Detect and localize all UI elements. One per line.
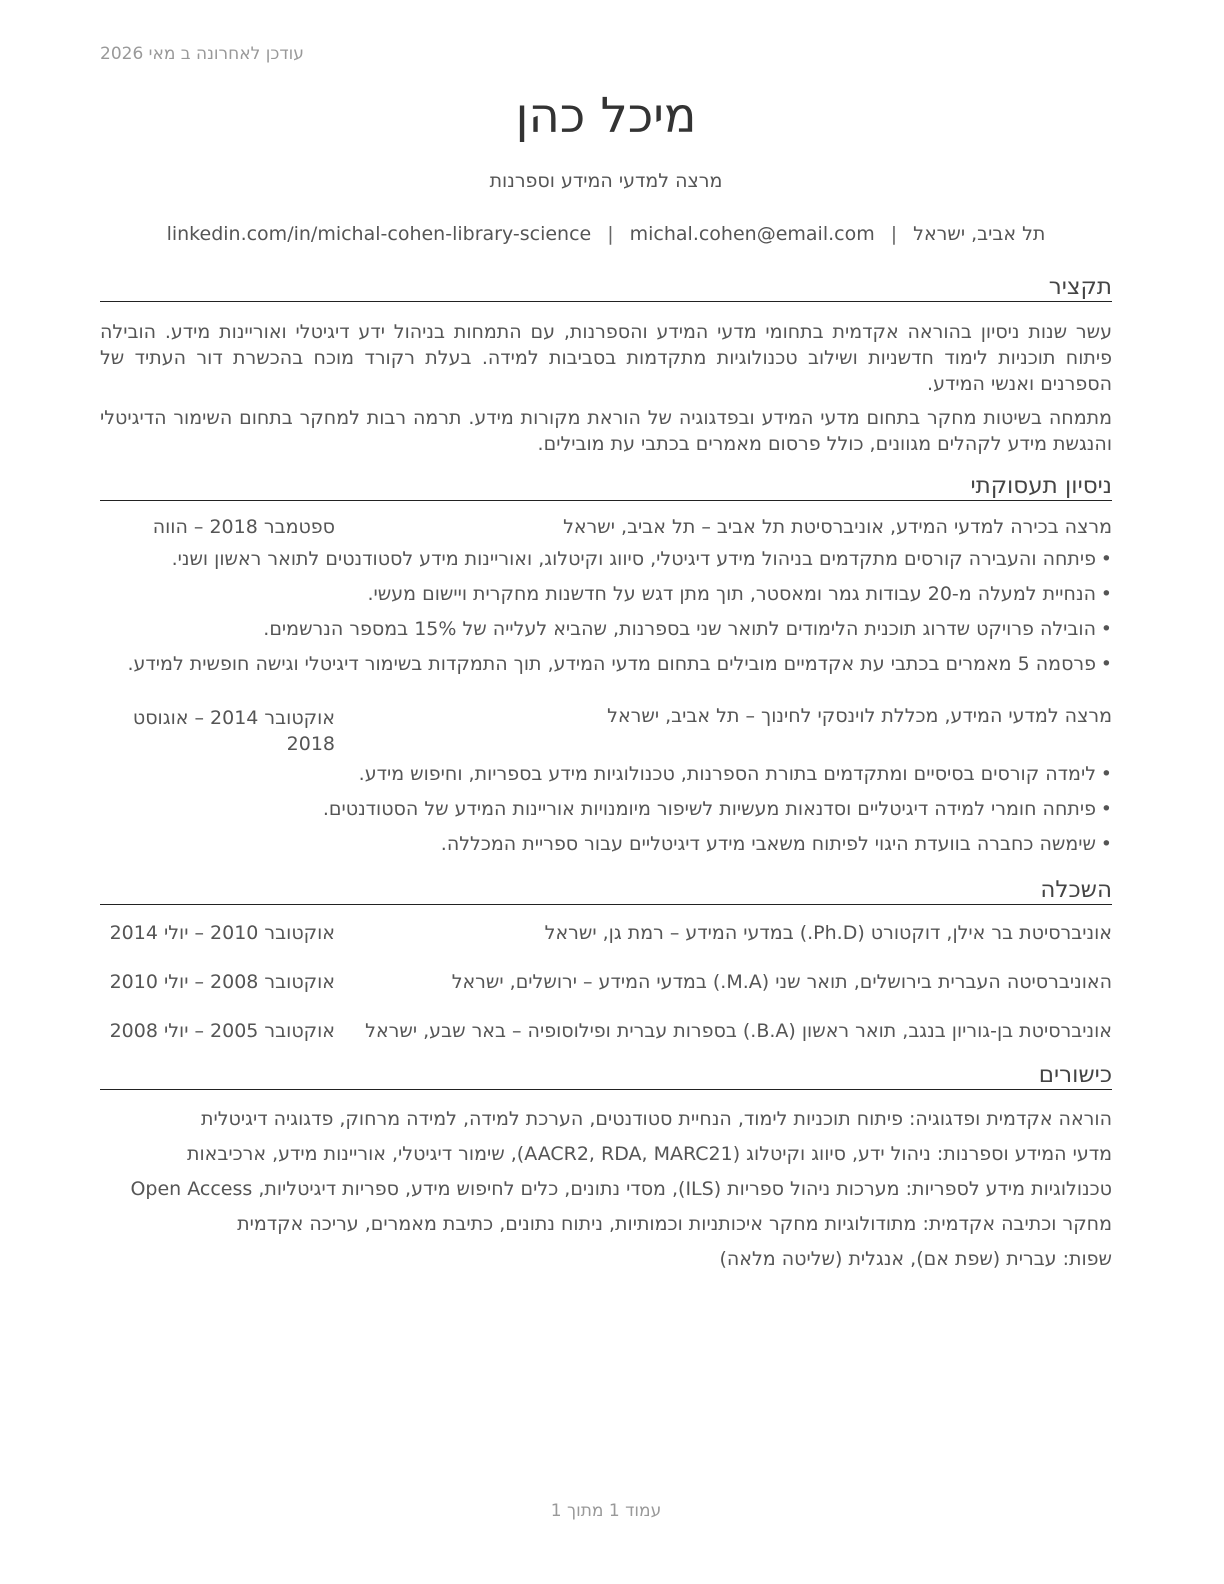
job-header [100, 516, 1112, 538]
job-bullets [100, 542, 1096, 682]
page-number: עמוד 1 מתוך 1 [550, 1501, 662, 1521]
education-dates: אוקטובר 2010 – יולי 2014 [109, 922, 335, 944]
list-item: • שימשה כחברה בוועדת היגוי לפיתוח משאבי מידע דיגיטליים עבור ספריית המכללה. [100, 827, 1096, 862]
job-dates: אוקטובר 2014 – אוגוסט 2018 [132, 707, 335, 755]
list-item: • לימדה קורסים בסיסיים ומתקדמים בתורת הספרנות, טכנולוגיות מידע בספריות, וחיפוש מידע. [100, 757, 1096, 792]
summary-paragraph: מתמחה בשיטות מחקר בתחום מדעי המידע ובפדגוגיה של הוראת מקורות מידע. תרמה רבות למחקר בתחום השימור הדיגיטלי והנגשת מידע לקהלים מגוונים, כולל פרסום מאמרים בכתבי עת מובילים. [100, 407, 1112, 455]
list-item: • הנחיית למעלה מ-20 עבודות גמר ומאסטר, תוך מתן דגש על חדשנות מחקרית ויישום מעשי. [100, 577, 1096, 612]
skill-line: מדעי המידע וספרנות: ניהול ידע, סיווג וקיטלוג (AACR2, RDA, MARC21), שימור דיגיטלי, אוריינות מידע, ארכיבאות [187, 1143, 1112, 1165]
last-updated-note: עודכן לאחרונה ב מאי 2026 [100, 44, 304, 64]
job-dates: ספטמבר 2018 – הווה [152, 516, 335, 538]
contact-separator: | [607, 223, 614, 245]
section-title-summary: תקציר [100, 274, 1112, 302]
education-degree: אוניברסיטת בן-גוריון בנגב, תואר ראשון (B.A.) בספרות עברית ופילוסופיה – באר שבע, ישראל [365, 1020, 1112, 1042]
education-dates: אוקטובר 2008 – יולי 2010 [109, 971, 335, 993]
education-item [100, 1020, 1112, 1042]
education-item [100, 971, 1112, 993]
contact-email[interactable]: michal.cohen@email.com [629, 223, 875, 245]
contact-line [100, 223, 1112, 245]
skill-line: מחקר וכתיבה אקדמית: מתודולוגיות מחקר איכותניות וכמותיות, ניתוח נתונים, כתיבת מאמרים, עריכה אקדמית [237, 1213, 1112, 1235]
job-bullets [100, 757, 1096, 862]
section-title-skills: כישורים [100, 1062, 1112, 1090]
skill-line: טכנולוגיות מידע לספריות: מערכות ניהול ספריות (ILS), מסדי נתונים, כלים לחיפוש מידע, ספריות דיגיטליות, Open Access [130, 1178, 1112, 1200]
list-item: • הובילה פרויקט שדרוג תוכנית הלימודים לתואר שני בספרנות, שהביא לעלייה של 15% במספר הנרשמים. [100, 612, 1096, 647]
contact-location: תל אביב, ישראל [913, 223, 1046, 245]
list-item: • פרסמה 5 מאמרים בכתבי עת אקדמיים מובילים בתחום מדעי המידע, תוך התמקדות בשימור דיגיטלי וגישה חופשית למידע. [100, 647, 1096, 682]
education-dates: אוקטובר 2005 – יולי 2008 [109, 1020, 335, 1042]
education-degree: אוניברסיטת בר אילן, דוקטורט (Ph.D.) במדעי המידע – רמת גן, ישראל [544, 922, 1112, 944]
list-item: • פיתחה חומרי למידה דיגיטליים וסדנאות מעשיות לשיפור מיומנויות אוריינות המידע של הסטודנטים. [100, 792, 1096, 827]
summary-paragraph: עשר שנות ניסיון בהוראה אקדמית בתחומי מדעי המידע והספרנות, עם התמחות בניהול ידע דיגיטלי ואוריינות מידע. הובילה פיתוח תוכניות לימוד חדשניות ושילוב טכנולוגיות מתקדמות בסביבות למידה. בעלת רקורד מוכח בהכשרת דור העתיד של הספרנים ואנשי המידע. [100, 321, 1112, 395]
job-heading: מרצה למדעי המידע, מכללת לוינסקי לחינוך – תל אביב, ישראל [607, 705, 1112, 727]
list-item: • פיתחה והעבירה קורסים מתקדמים בניהול מידע דיגיטלי, סיווג וקיטלוג, ואוריינות מידע לסטודנטים לתואר ראשון ושני. [100, 542, 1096, 577]
skill-line: הוראה אקדמית ופדגוגיה: פיתוח תוכניות לימוד, הנחיית סטודנטים, הערכת למידה, למידה מרחוק, פדגוגיה דיגיטלית [201, 1108, 1112, 1130]
section-title-education: השכלה [100, 877, 1112, 905]
education-item [100, 922, 1112, 944]
education-degree: האוניברסיטה העברית בירושלים, תואר שני (M.A.) במדעי המידע – ירושלים, ישראל [451, 971, 1112, 993]
job-title: מרצה למדעי המידע וספרנות [489, 170, 723, 192]
skill-line: שפות: עברית (שפת אם), אנגלית (שליטה מלאה) [719, 1248, 1112, 1270]
contact-linkedin[interactable]: linkedin.com/in/michal-cohen-library-science [166, 223, 592, 245]
section-title-experience: ניסיון תעסוקתי [100, 473, 1112, 501]
job-header [100, 705, 1112, 757]
job-heading: מרצה בכירה למדעי המידע, אוניברסיטת תל אביב – תל אביב, ישראל [563, 516, 1112, 538]
person-name: מיכל כהן [515, 88, 697, 144]
contact-separator: | [890, 223, 898, 245]
skills-list [100, 1102, 1112, 1277]
